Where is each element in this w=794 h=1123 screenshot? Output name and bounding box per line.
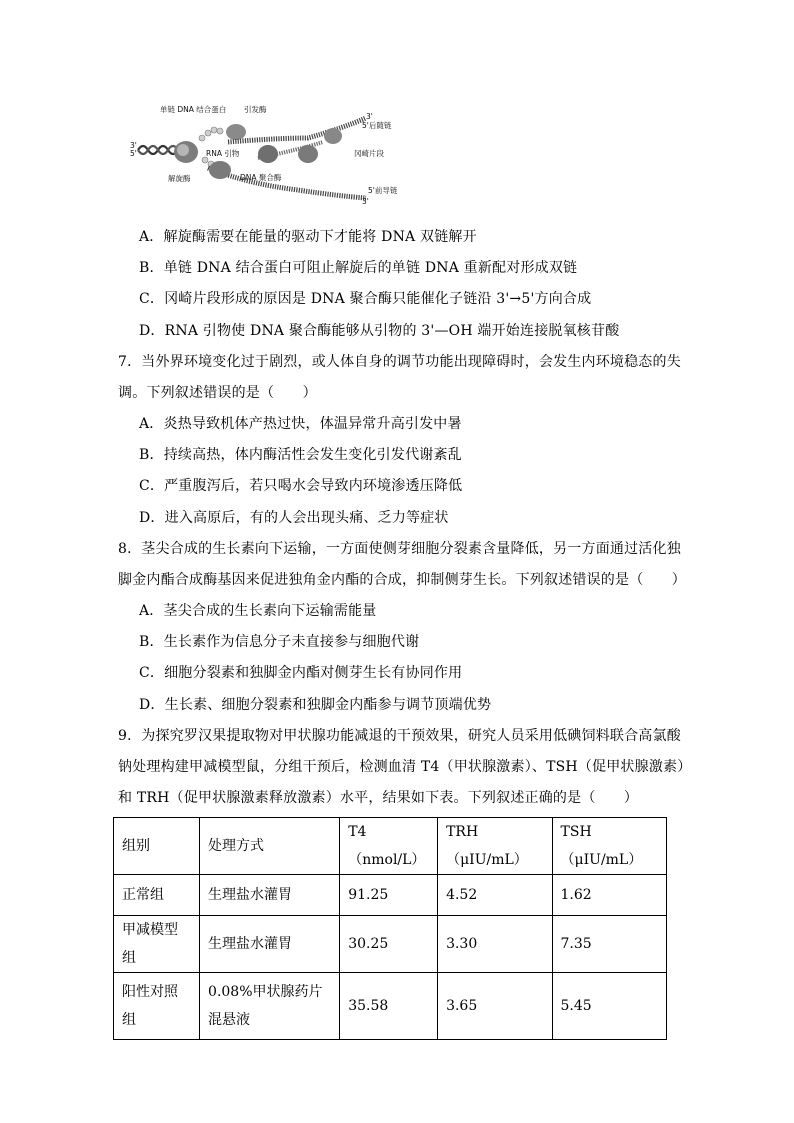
table-header-cell: TSH（μIU/mL） bbox=[552, 818, 666, 875]
q6-option-b: B．单链 DNA 结合蛋白可阻止解旋后的单链 DNA 重新配对形成双链 bbox=[139, 260, 578, 276]
q6-option-c: C．冈崎片段形成的原因是 DNA 聚合酶只能催化子链沿 3'→5'方向合成 bbox=[139, 291, 592, 307]
table-header-cell: 处理方式 bbox=[200, 818, 340, 875]
q8-option-a: A．茎尖合成的生长素向下运输需能量 bbox=[139, 603, 377, 619]
table-cell: 3.65 bbox=[438, 973, 552, 1040]
parental-helix bbox=[138, 146, 178, 154]
table-cell: 3.30 bbox=[438, 916, 552, 973]
table-cell: 生理盐水灌胃 bbox=[200, 916, 340, 973]
table-cell: 4.52 bbox=[438, 875, 552, 916]
q6-option-d: D．RNA 引物使 DNA 聚合酶能够从引物的 3'—OH 端开始连接脱氧核苷酸 bbox=[139, 323, 620, 339]
replication-fork-diagram bbox=[128, 98, 408, 210]
table-header-row bbox=[114, 818, 667, 875]
q9-stem-line3: 和 TRH（促甲状腺激素释放激素）水平，结果如下表。下列叙述正确的是（ ） bbox=[118, 790, 639, 806]
table-row bbox=[114, 916, 667, 973]
table-cell: 7.35 bbox=[552, 916, 666, 973]
label-polymerase: DNA 聚合酶 bbox=[240, 173, 282, 182]
q8-option-c: C．细胞分裂素和独脚金内酯对侧芽生长有协同作用 bbox=[139, 665, 463, 681]
leading-polymerase-shape bbox=[209, 161, 231, 179]
primase-shape bbox=[226, 124, 246, 140]
lagging-strand bbox=[228, 118, 366, 158]
table-cell: 阳性对照组 bbox=[114, 973, 200, 1040]
q8-stem-line2: 脚金内酯合成酶基因来促进独角金内酯的合成，抑制侧芽生长。下列叙述错误的是（ ） bbox=[118, 572, 686, 588]
label-3-top: 3' bbox=[366, 112, 373, 121]
q8-option-d: D．生长素、细胞分裂素和独脚金内酯参与调节顶端优势 bbox=[139, 697, 492, 713]
dna-replication-figure bbox=[128, 98, 408, 210]
q7-option-c: C．严重腹泻后，若只喝水会导致内环境渗透压降低 bbox=[139, 478, 463, 494]
q7-stem-line1: 7．当外界环境变化过于剧烈，或人体自身的调节功能出现障碍时，会发生内环境稳态的失 bbox=[118, 354, 681, 370]
table-header-cell: TRH（μIU/mL） bbox=[438, 818, 552, 875]
q7-option-b: B．持续高热，体内酶活性会发生变化引发代谢紊乱 bbox=[139, 447, 462, 463]
q7-option-d: D．进入高原后，有的人会出现头痛、乏力等症状 bbox=[139, 510, 449, 526]
q6-option-a: A．解旋酶需要在能量的驱动下才能将 DNA 双链解开 bbox=[139, 229, 477, 245]
q8-option-b: B．生长素作为信息分子未直接参与细胞代谢 bbox=[139, 634, 420, 650]
table-cell: 甲减模型组 bbox=[114, 916, 200, 973]
label-okazaki: 冈崎片段 bbox=[354, 149, 384, 158]
label-helicase: 解旋酶 bbox=[168, 174, 191, 183]
table-cell: 0.08%甲状腺药片混悬液 bbox=[200, 973, 340, 1040]
label-5-left: 5' bbox=[130, 149, 137, 158]
q9-stem-line1: 9．为探究罗汉果提取物对甲状腺功能减退的干预效果，研究人员采用低碘饲料联合高氯酸 bbox=[118, 728, 681, 744]
table-cell: 5.45 bbox=[552, 973, 666, 1040]
leading-strand bbox=[208, 168, 366, 198]
table-cell: 35.58 bbox=[340, 973, 438, 1040]
table-header-cell: 组别 bbox=[114, 818, 200, 875]
q7-option-a: A．炎热导致机体产热过快，体温异常升高引发中暑 bbox=[139, 416, 462, 432]
table-row bbox=[114, 973, 667, 1040]
table-row bbox=[114, 875, 667, 916]
label-lagging: 5'后随链 bbox=[362, 121, 392, 130]
label-primase: 引发酶 bbox=[244, 105, 267, 114]
results-table bbox=[113, 817, 667, 1040]
ssb-beads bbox=[199, 127, 223, 167]
table-cell: 91.25 bbox=[340, 875, 438, 916]
table-header-cell: T4（nmol/L） bbox=[340, 818, 438, 875]
table-cell: 正常组 bbox=[114, 875, 200, 916]
q8-stem-line1: 8．茎尖合成的生长素向下运输，一方面使侧芽细胞分裂素含量降低，另一方面通过活化独 bbox=[118, 541, 681, 557]
table-cell: 生理盐水灌胃 bbox=[200, 875, 340, 916]
table-cell: 30.25 bbox=[340, 916, 438, 973]
label-leading: 5'前导链 bbox=[368, 186, 398, 195]
label-rna-primer: RNA 引物 bbox=[206, 149, 240, 158]
label-ssb: 单链 DNA 结合蛋白 bbox=[160, 105, 227, 114]
q9-stem-line2: 钠处理构建甲减模型鼠，分组干预后，检测血清 T4（甲状腺激素）、TSH（促甲状腺激素） bbox=[118, 759, 692, 775]
label-3-bottom: 3' bbox=[362, 197, 369, 206]
table-cell: 1.62 bbox=[552, 875, 666, 916]
label-3-left: 3' bbox=[130, 141, 137, 150]
lagging-polymerase-shape bbox=[298, 145, 318, 163]
q7-stem-line2: 调。下列叙述错误的是（ ） bbox=[118, 385, 317, 401]
